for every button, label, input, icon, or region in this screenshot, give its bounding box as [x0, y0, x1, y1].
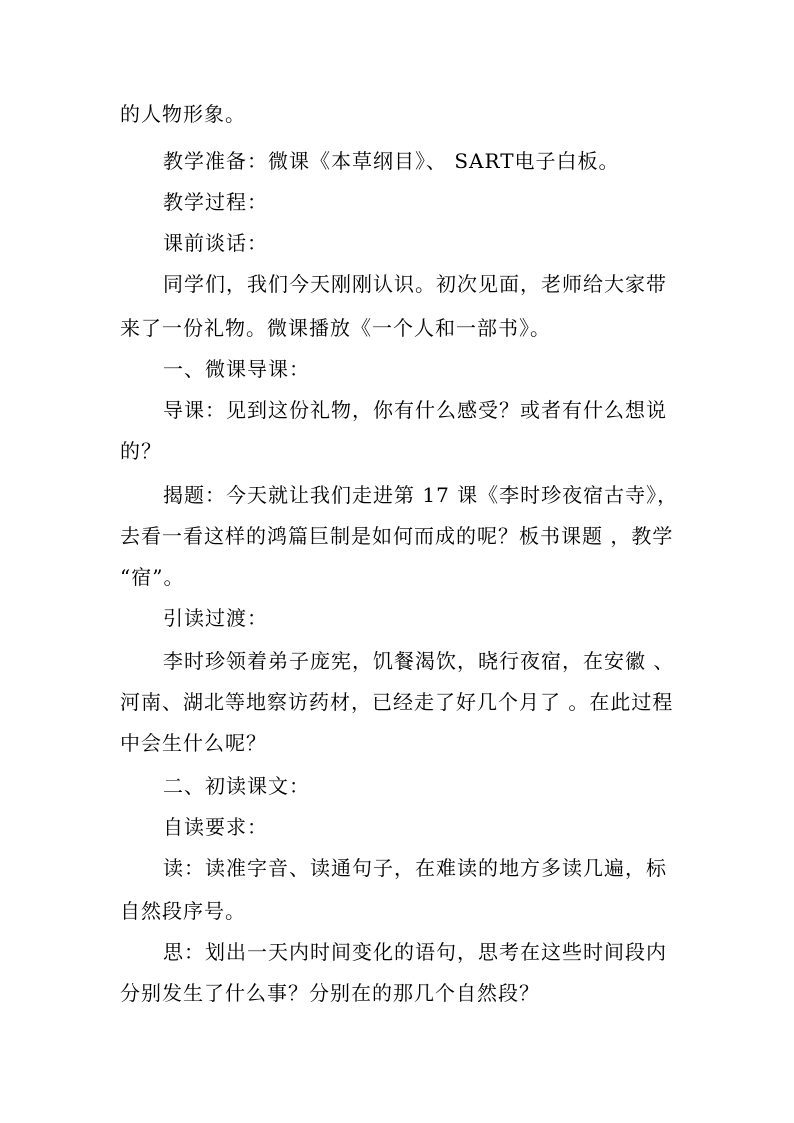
text-line: 李时珍领着弟子庞宪，饥餐渴饮，晓行夜宿，在安徽 、 [163, 649, 675, 673]
text-line: 读：读准字音、读通句子，在难读的地方多读几遍，标 [163, 856, 667, 880]
text-line: 教学过程： [163, 190, 268, 214]
text-line: 的人物形象。 [120, 102, 246, 126]
text-line: 自读要求： [163, 815, 268, 839]
text-line: 教学准备：微课《本草纲目》、 SART电子白板。 [163, 149, 620, 173]
text-line: 去看一看这样的鸿篇巨制是如何而成的呢？板书课题 ，教学 [120, 524, 674, 548]
text-line: 的？ [120, 439, 162, 463]
text-line: 揭题：今天就让我们走进第 17 课《李时珍夜宿古寺》， [163, 483, 679, 507]
text-line: 同学们，我们今天刚刚认识。初次见面，老师给大家带 [163, 272, 667, 296]
text-line: 一、微课导课： [163, 357, 310, 381]
text-line: 河南、湖北等地察访药材，已经走了好几个月了 。在此过程 [120, 690, 674, 714]
text-line: 课前谈话： [163, 231, 268, 255]
text-line: 自然段序号。 [120, 899, 246, 923]
text-line: 引读过渡： [163, 606, 268, 630]
text-line: 来了一份礼物。微课播放《一个人和一部书》。 [120, 316, 551, 340]
text-line: 分别发生了什么事？分别在的那几个自然段？ [120, 981, 540, 1005]
text-line: 思：划出一天内时间变化的语句，思考在这些时间段内 [163, 940, 667, 964]
text-line: “宿”。 [120, 565, 185, 589]
text-line: 中会生什么呢？ [120, 731, 267, 755]
text-line: 导课：见到这份礼物，你有什么感受？或者有什么想说 [163, 398, 667, 422]
text-line: 二、初读课文： [163, 774, 310, 798]
